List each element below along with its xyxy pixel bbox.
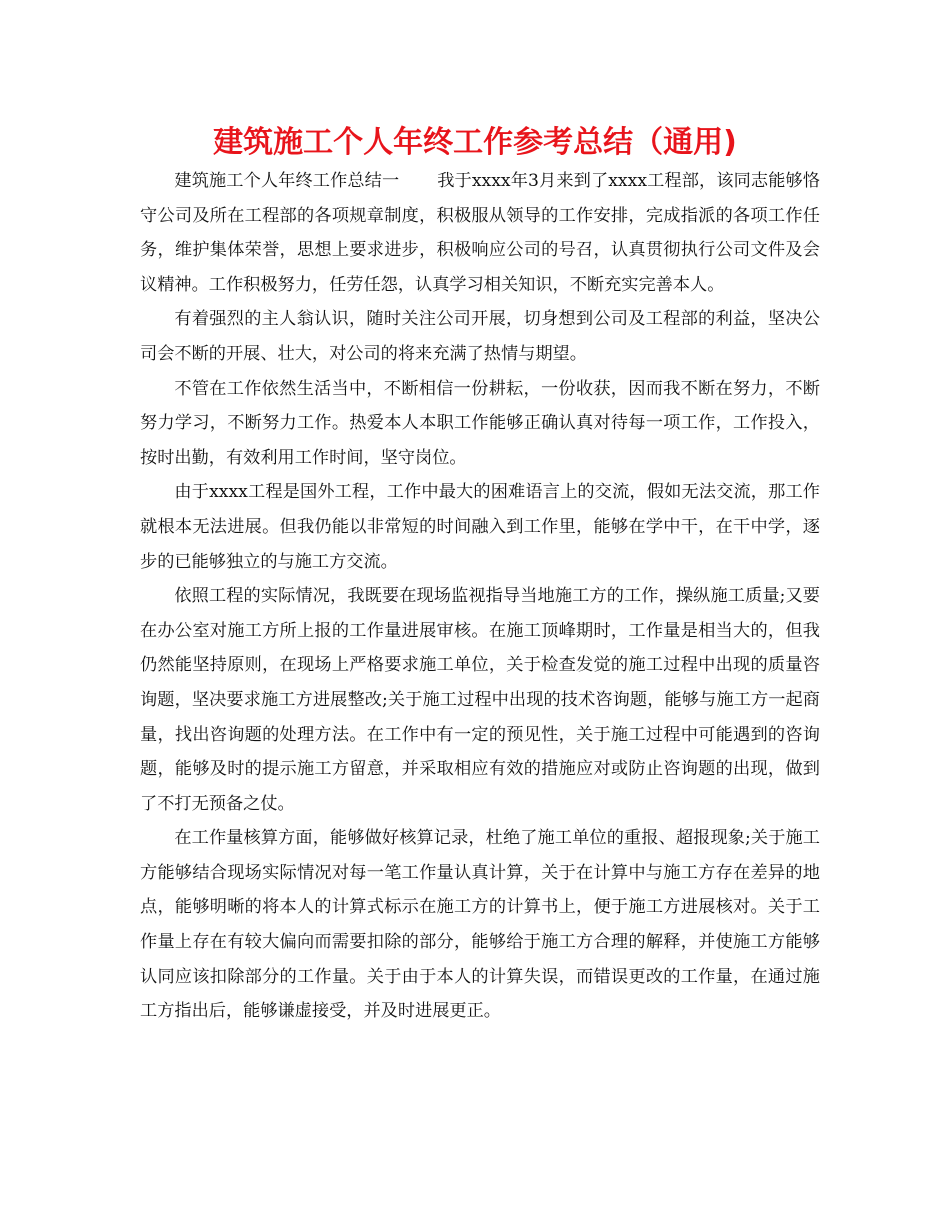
paragraph-6: 在工作量核算方面，能够做好核算记录，杜绝了施工单位的重报、超报现象;关于施工方能够结合现场实际情况对每一笔工作量认真计算，关于在计算中与施工方存在差异的地点，能够明晰的将本人的计算式标示在施工方的计算书上，便于施工方进展核对。关于工作量上存在有较大偏向而需要扣除的部分，能够给于施工方合理的解释，并使施工方能够认同应该扣除部分的工作量。关于由于本人的计算失误，而错误更改的工作量，在通过施工方指出后，能够谦虚接受，并及时进展更正。	[140, 828, 820, 1022]
paragraph-intro	[140, 164, 820, 302]
paragraph-1-text: 我于xxxx年3月来到了xxxx工程部，该同志能够恪守公司及所在工程部的各项规章制度，积极服从领导的工作安排，完成指派的各项工作任务，维护集体荣誉，思想上要求进步，积极响应公司的号召，认真贯彻执行公司文件及会议精神。工作积极努力，任劳任怨，认真学习相关知识，不断充实完善本人。	[140, 171, 820, 295]
paragraph-5: 依照工程的实际情况，我既要在现场监视指导当地施工方的工作，操纵施工质量;又要在办公室对施工方所上报的工作量进展审核。在施工顶峰期时，工作量是相当大的，但我仍然能坚持原则，在现场上严格要求施工单位，关于检查发觉的施工过程中出现的质量咨询题，坚决要求施工方进展整改;关于施工过程中出现的技术咨询题，能够与施工方一起商量，找出咨询题的处理方法。在工作中有一定的预见性，关于施工过程中可能遇到的咨询题，能够及时的提示施工方留意，并采取相应有效的措施应对或防止咨询题的出现，做到了不打无预备之仗。	[140, 586, 820, 814]
paragraph-3: 不管在工作依然生活当中，不断相信一份耕耘，一份收获，因而我不断在努力，不断努力学习，不断努力工作。热爱本人本职工作能够正确认真对待每一项工作，工作投入，按时出勤，有效利用工作时间，坚守岗位。	[140, 378, 820, 468]
intro-heading: 建筑施工个人年终工作总结一	[174, 171, 400, 191]
paragraph-4: 由于xxxx工程是国外工程，工作中最大的困难语言上的交流，假如无法交流，那工作就根本无法进展。但我仍能以非常短的时间融入到工作里，能够在学中干，在干中学，逐步的已能够独立的与施工方交流。	[140, 482, 820, 572]
document-body	[140, 164, 820, 1029]
paragraph-2: 有着强烈的主人翁认识，随时关注公司开展，切身想到公司及工程部的利益，坚决公司会不断的开展、壮大，对公司的将来充满了热情与期望。	[140, 309, 820, 364]
document-title: 建筑施工个人年终工作参考总结（通用)	[213, 125, 737, 160]
